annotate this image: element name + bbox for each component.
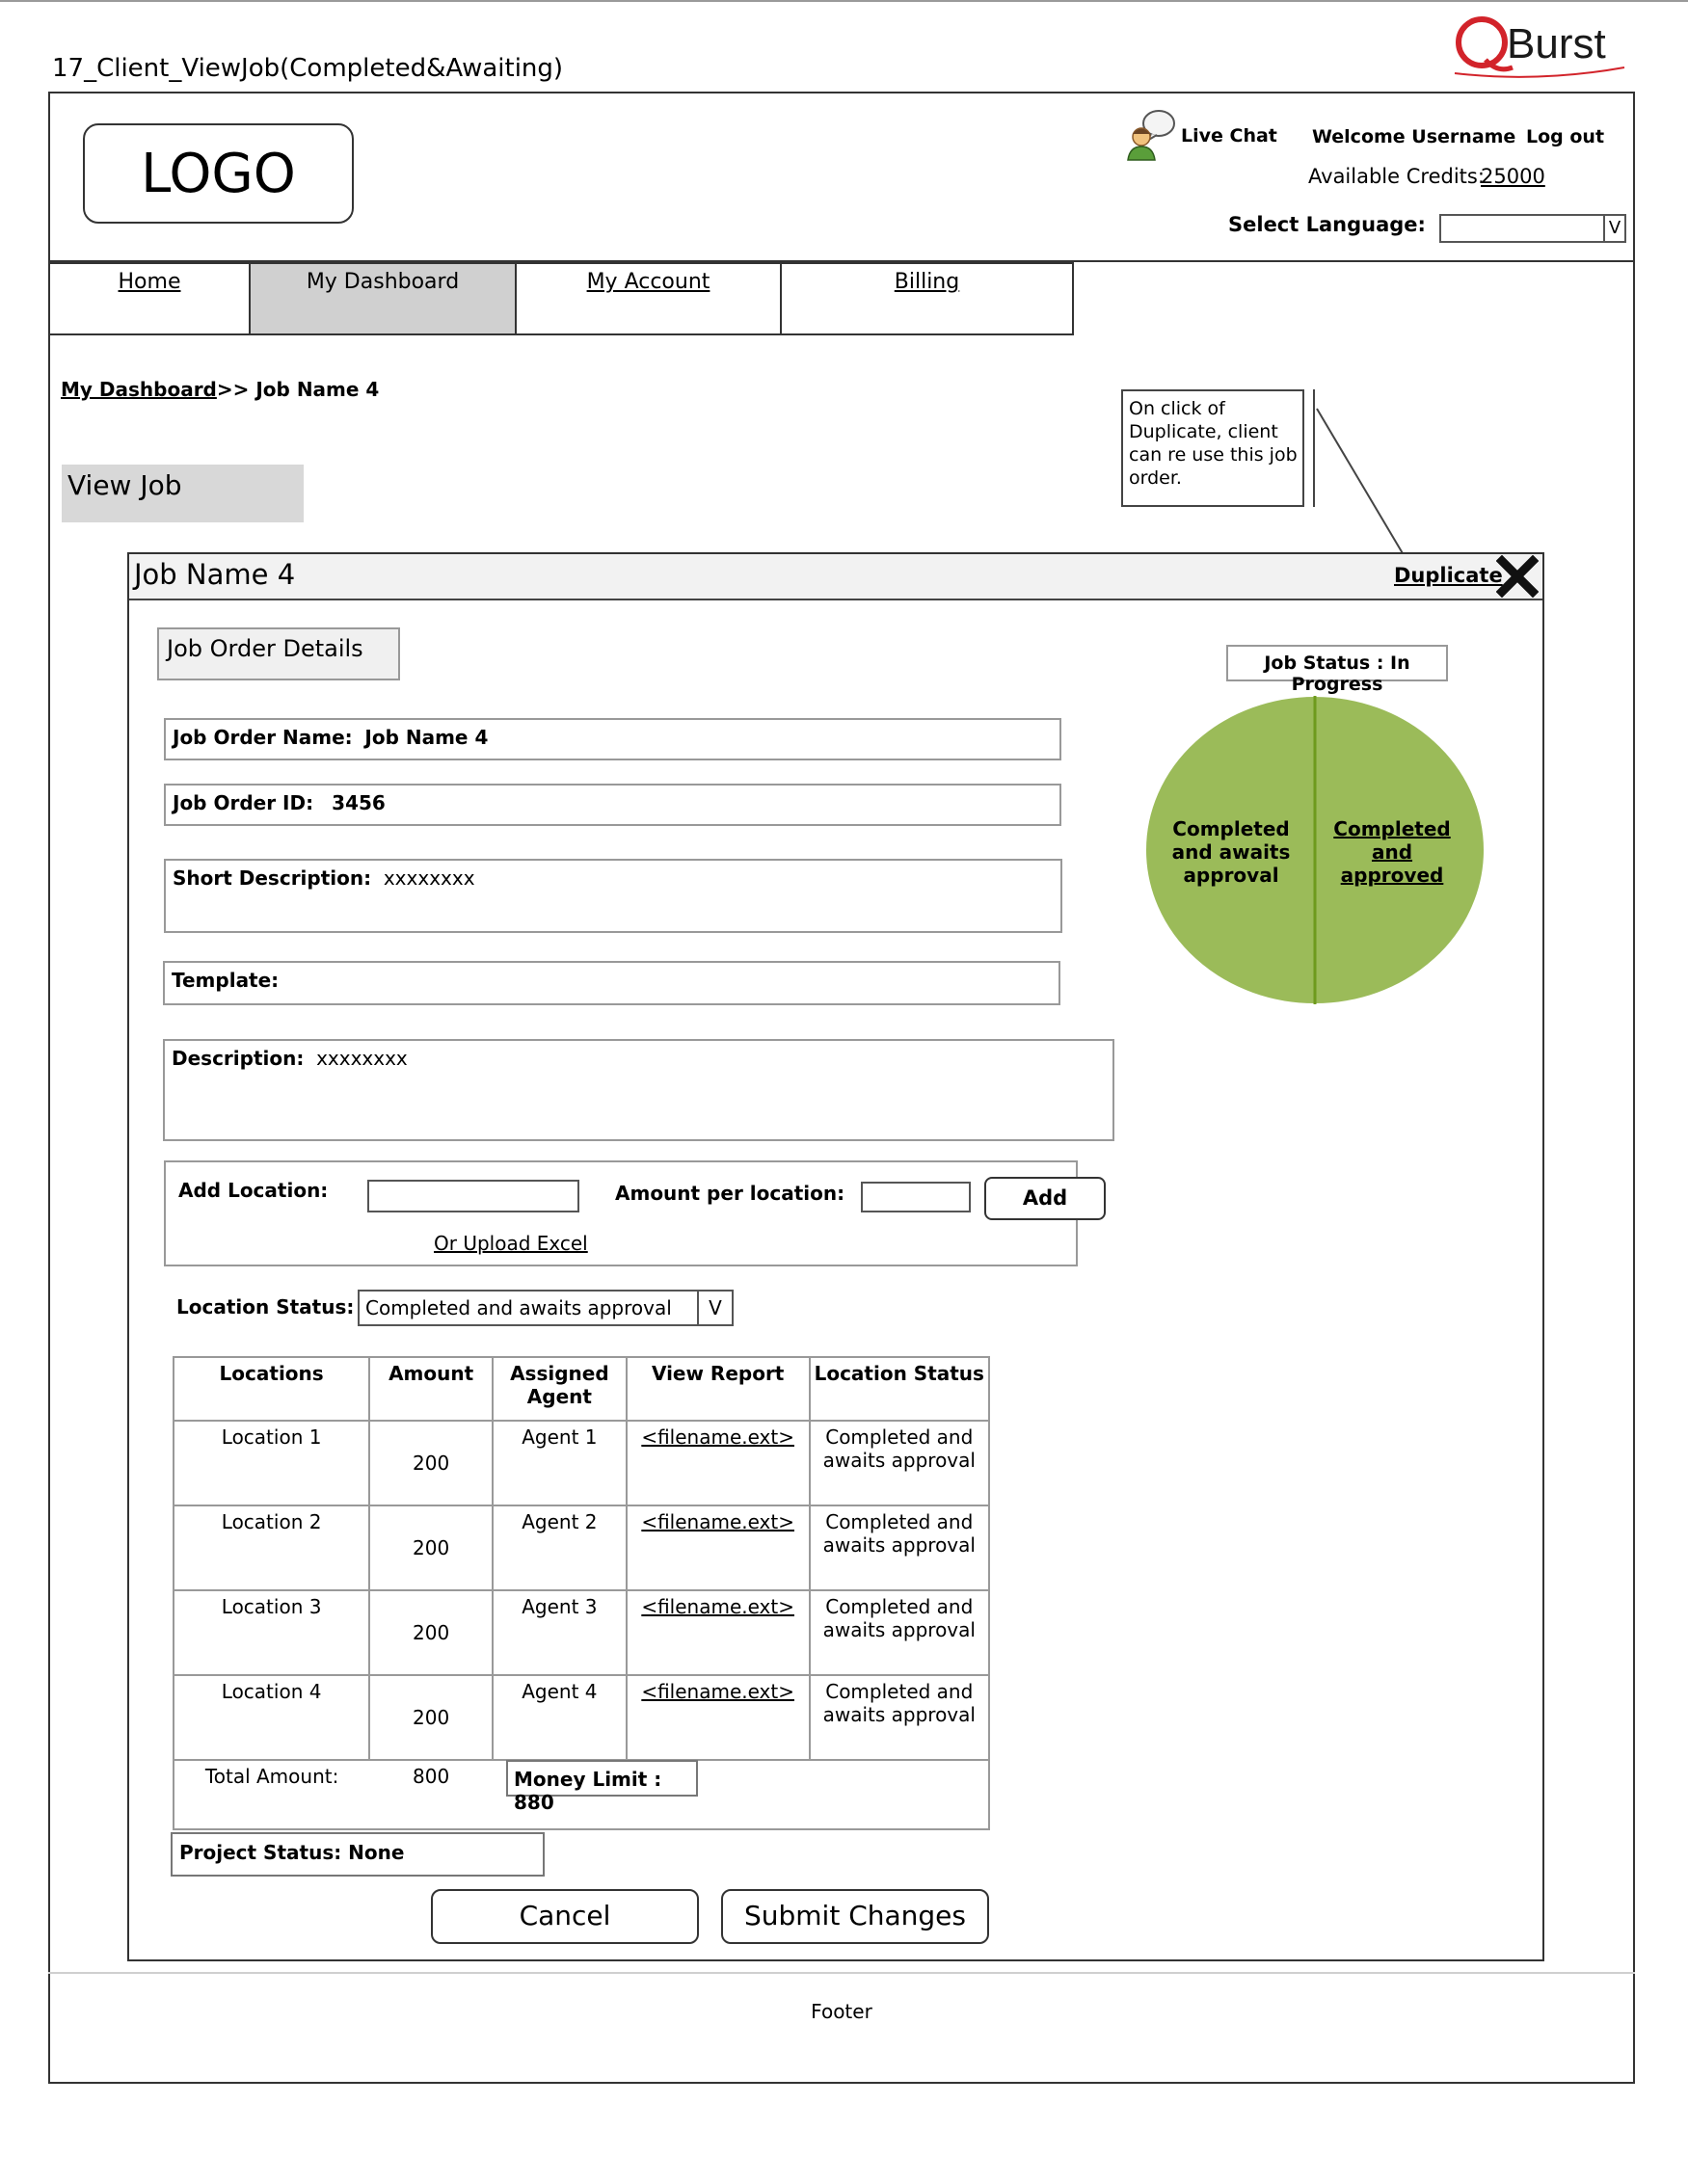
cell-status: Completed and awaits approval — [810, 1590, 989, 1675]
column-header-location-status: Location Status — [810, 1357, 989, 1421]
cell-location: Location 4 — [174, 1675, 369, 1760]
cell-amount: 200 — [369, 1505, 493, 1590]
cell-report — [627, 1590, 810, 1675]
add-location-button[interactable]: Add — [984, 1177, 1106, 1220]
footer: Footer — [811, 2000, 872, 2023]
logout-link[interactable]: Log out — [1526, 126, 1605, 147]
tab-billing-label: Billing — [894, 270, 960, 294]
breadcrumb-current: Job Name 4 — [255, 378, 380, 401]
site-logo[interactable]: LOGO — [83, 123, 354, 224]
tab-billing[interactable] — [780, 262, 1074, 335]
description-field — [163, 1039, 1114, 1141]
job-panel-header — [129, 554, 1542, 600]
cell-amount: 200 — [369, 1675, 493, 1760]
money-limit-badge: Money Limit : 880 — [506, 1760, 698, 1797]
job-order-id-value: 3456 — [332, 791, 386, 814]
location-status-select[interactable] — [358, 1290, 734, 1326]
job-order-id-label: Job Order ID: — [173, 791, 314, 814]
duplicate-link[interactable]: Duplicate — [1394, 564, 1503, 587]
cell-agent: Agent 3 — [493, 1590, 627, 1675]
footer-divider — [48, 1972, 1635, 1974]
tab-my-dashboard[interactable] — [249, 262, 517, 335]
cell-status: Completed and awaits approval — [810, 1675, 989, 1760]
tab-my-account[interactable] — [515, 262, 782, 335]
cell-report — [627, 1505, 810, 1590]
live-chat-icon[interactable] — [1124, 108, 1178, 162]
cell-status: Completed and awaits approval — [810, 1505, 989, 1590]
short-description-field — [164, 859, 1062, 933]
tab-home[interactable] — [48, 262, 251, 335]
project-status: Project Status: None — [171, 1832, 545, 1877]
breadcrumb-separator: >> — [216, 378, 250, 401]
chevron-down-icon[interactable]: V — [1603, 216, 1624, 241]
short-description-label: Short Description: — [173, 866, 372, 890]
table-row — [174, 1590, 989, 1675]
description-label: Description: — [172, 1047, 305, 1070]
cell-agent: Agent 1 — [493, 1421, 627, 1505]
cell-status: Completed and awaits approval — [810, 1421, 989, 1505]
cell-location: Location 1 — [174, 1421, 369, 1505]
table-row — [174, 1505, 989, 1590]
qburst-logo — [1451, 10, 1629, 87]
upload-excel-link[interactable]: Or Upload Excel — [434, 1232, 588, 1255]
cell-report — [627, 1421, 810, 1505]
available-credits-label: Available Credits: — [1308, 165, 1485, 188]
cell-location: Location 2 — [174, 1505, 369, 1590]
select-language-label: Select Language: — [1228, 213, 1426, 236]
amount-per-location-input[interactable] — [861, 1182, 971, 1212]
table-row — [174, 1421, 989, 1505]
cell-amount: 200 — [369, 1421, 493, 1505]
annotation-note: On click of Duplicate, client can re use this job order. — [1121, 389, 1304, 507]
job-order-details-header: Job Order Details — [157, 627, 400, 680]
job-order-name-label: Job Order Name: — [173, 726, 353, 749]
cell-agent: Agent 4 — [493, 1675, 627, 1760]
pie-slice-approved[interactable]: Completed and approved — [1333, 817, 1451, 887]
job-order-name-field — [164, 718, 1061, 760]
welcome-username: Welcome Username — [1312, 126, 1516, 147]
tab-my-account-label: My Account — [586, 270, 710, 294]
cell-report — [627, 1675, 810, 1760]
column-header-assigned-agent: Assigned Agent — [493, 1357, 627, 1421]
amount-per-location-label: Amount per location: — [615, 1182, 845, 1205]
submit-changes-button[interactable]: Submit Changes — [721, 1889, 989, 1944]
cancel-button[interactable]: Cancel — [431, 1889, 699, 1944]
top-border — [0, 0, 1688, 2]
report-file-link[interactable]: <filename.ext> — [641, 1510, 794, 1533]
cell-location: Location 3 — [174, 1590, 369, 1675]
table-row — [174, 1675, 989, 1760]
tab-my-dashboard-label: My Dashboard — [306, 270, 460, 294]
report-file-link[interactable]: <filename.ext> — [641, 1425, 794, 1449]
available-credits-value[interactable]: 25000 — [1481, 165, 1545, 188]
page-title: View Job — [62, 465, 304, 522]
location-input[interactable] — [367, 1180, 579, 1212]
report-file-link[interactable]: <filename.ext> — [641, 1680, 794, 1703]
total-amount-label: Total Amount: — [174, 1760, 369, 1829]
column-header-view-report: View Report — [627, 1357, 810, 1421]
job-title: Job Name 4 — [134, 558, 296, 591]
column-header-locations: Locations — [174, 1357, 369, 1421]
location-status-select-value: Completed and awaits approval — [365, 1296, 672, 1319]
total-amount-value: 800 — [369, 1760, 493, 1829]
location-status-label: Location Status: — [176, 1295, 355, 1318]
job-order-name-value: Job Name 4 — [364, 726, 489, 749]
breadcrumb-dashboard-link[interactable]: My Dashboard — [61, 378, 217, 401]
chevron-down-icon[interactable]: V — [697, 1292, 732, 1324]
template-field — [163, 961, 1060, 1005]
job-order-id-field — [164, 784, 1061, 826]
breadcrumb — [61, 378, 379, 401]
add-location-panel — [164, 1160, 1078, 1266]
language-select[interactable] — [1439, 214, 1626, 243]
table-header-row — [174, 1357, 989, 1421]
template-label: Template: — [172, 969, 280, 992]
brand-text: Burst — [1507, 20, 1606, 67]
live-chat-link[interactable]: Live Chat — [1181, 125, 1277, 146]
cell-agent: Agent 2 — [493, 1505, 627, 1590]
job-status-badge: Job Status : In Progress — [1226, 645, 1448, 681]
cell-amount: 200 — [369, 1590, 493, 1675]
description-value: xxxxxxxx — [316, 1047, 408, 1070]
pie-slice-awaiting[interactable]: Completed and awaits approval — [1171, 817, 1291, 887]
wireframe-page-label: 17_Client_ViewJob(Completed&Awaiting) — [52, 54, 564, 83]
close-icon[interactable] — [1496, 555, 1539, 598]
add-location-label: Add Location: — [178, 1179, 329, 1202]
short-description-value: xxxxxxxx — [383, 866, 475, 890]
tab-home-label: Home — [118, 270, 181, 294]
column-header-amount: Amount — [369, 1357, 493, 1421]
report-file-link[interactable]: <filename.ext> — [641, 1595, 794, 1618]
